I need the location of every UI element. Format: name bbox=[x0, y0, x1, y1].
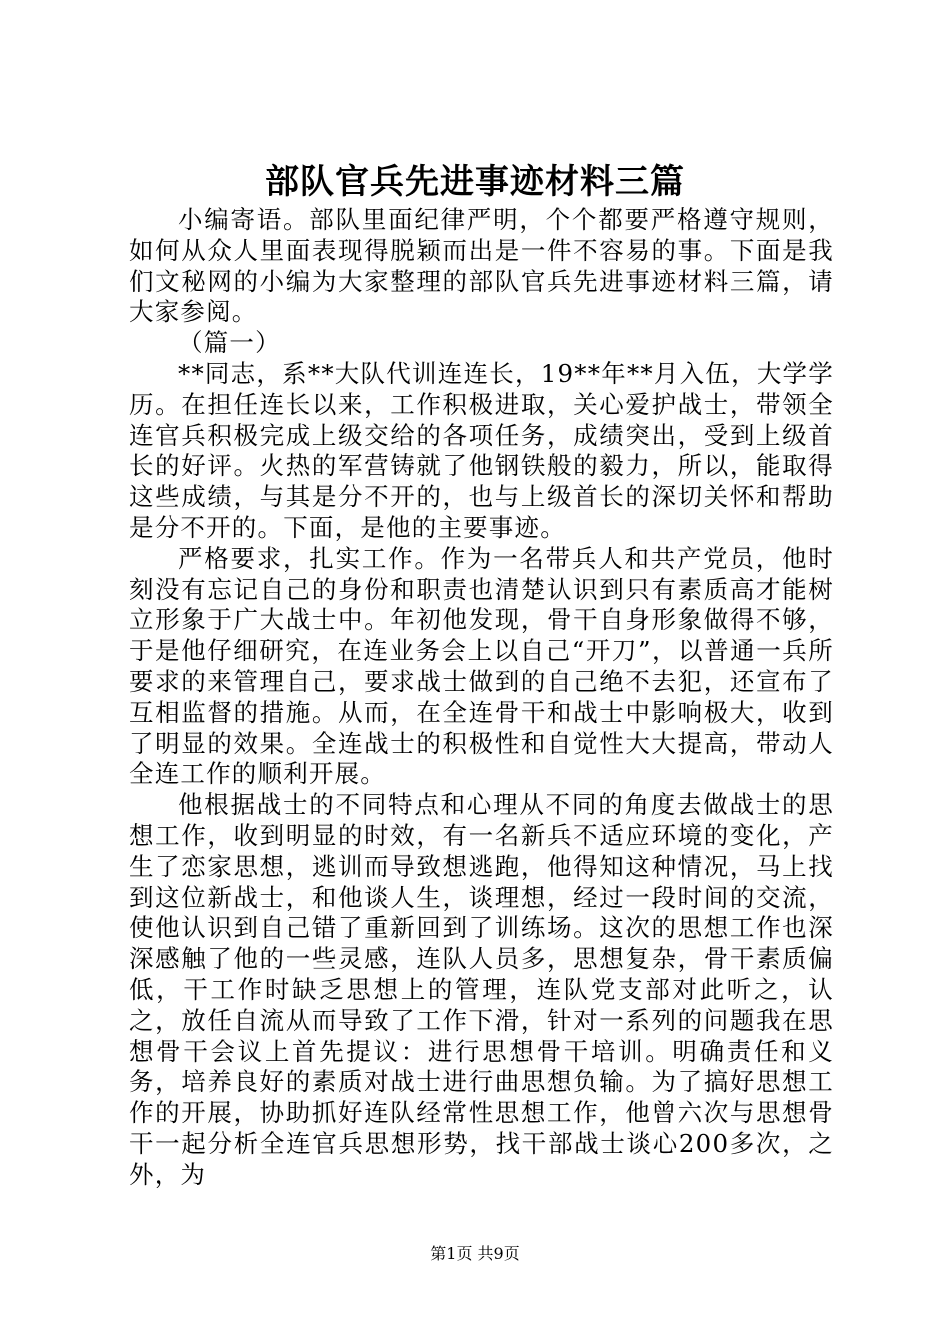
paragraph-intro: 小编寄语。部队里面纪律严明，个个都要严格遵守规则，如何从众人里面表现得脱颖而出是一件不容易的事。下面是我们文秘网的小编为大家整理的部队官兵先进事迹材料三篇，请大家参阅。 bbox=[129, 205, 834, 327]
page-footer: 第1页 共9页 bbox=[430, 1244, 520, 1263]
paragraph-ideological-work: 他根据战士的不同特点和心理从不同的角度去做战士的思想工作，收到明显的时效，有一名新兵不适应环境的变化，产生了恋家思想，逃训而导致想逃跑，他得知这种情况，马上找到这位新战士，和他谈人生，谈理想，经过一段时间的交流，使他认识到自己错了重新回到了训练场。这次的思想工作也深深感触了他的一些灵感，连队人员多，思想复杂，骨干素质偏低，干工作时缺乏思想上的管理，连队党支部对此听之，认之，放任自流从而导致了工作下滑，针对一系列的问题我在思想骨干会议上首先提议：进行思想骨干培训。明确责任和义务，培养良好的素质对战士进行曲思想负输。为了搞好思想工作的开展，协助抓好连队经常性思想工作，他曾六次与思想骨干一起分析全连官兵思想形势，找干部战士谈心200多次，之外，为 bbox=[129, 790, 834, 1189]
paragraph-strict-requirements: 严格要求，扎实工作。作为一名带兵人和共产党员，他时刻没有忘记自己的身份和职责也清楚认识到只有素质高才能树立形象于广大战士中。年初他发现，骨干自身形象做得不够，于是他仔细研究，在连业务会上以自己“开刀”，以普通一兵所要求的来管理自己，要求战士做到的自己绝不去犯，还宣布了互相监督的措施。从而，在全连骨干和战士中影响极大，收到了明显的效果。全连战士的积极性和自觉性大大提高，带动人全连工作的顺利开展。 bbox=[129, 543, 834, 789]
section-heading: （篇一） bbox=[178, 328, 281, 358]
document-body bbox=[129, 205, 834, 1191]
document-title: 部队官兵先进事迹材料三篇 bbox=[265, 162, 685, 202]
paragraph-profile: **同志，系**大队代训连连长，19**年**月入伍，大学学历。在担任连长以来，工作积极进取，关心爱护战士，带领全连官兵积极完成上级交给的各项任务，成绩突出，受到上级首长的好评。火热的军营铸就了他钢铁般的毅力，所以，能取得这些成绩，与其是分不开的，也与上级首长的深切关怀和帮助是分不开的。下面，是他的主要事迹。 bbox=[129, 358, 834, 542]
